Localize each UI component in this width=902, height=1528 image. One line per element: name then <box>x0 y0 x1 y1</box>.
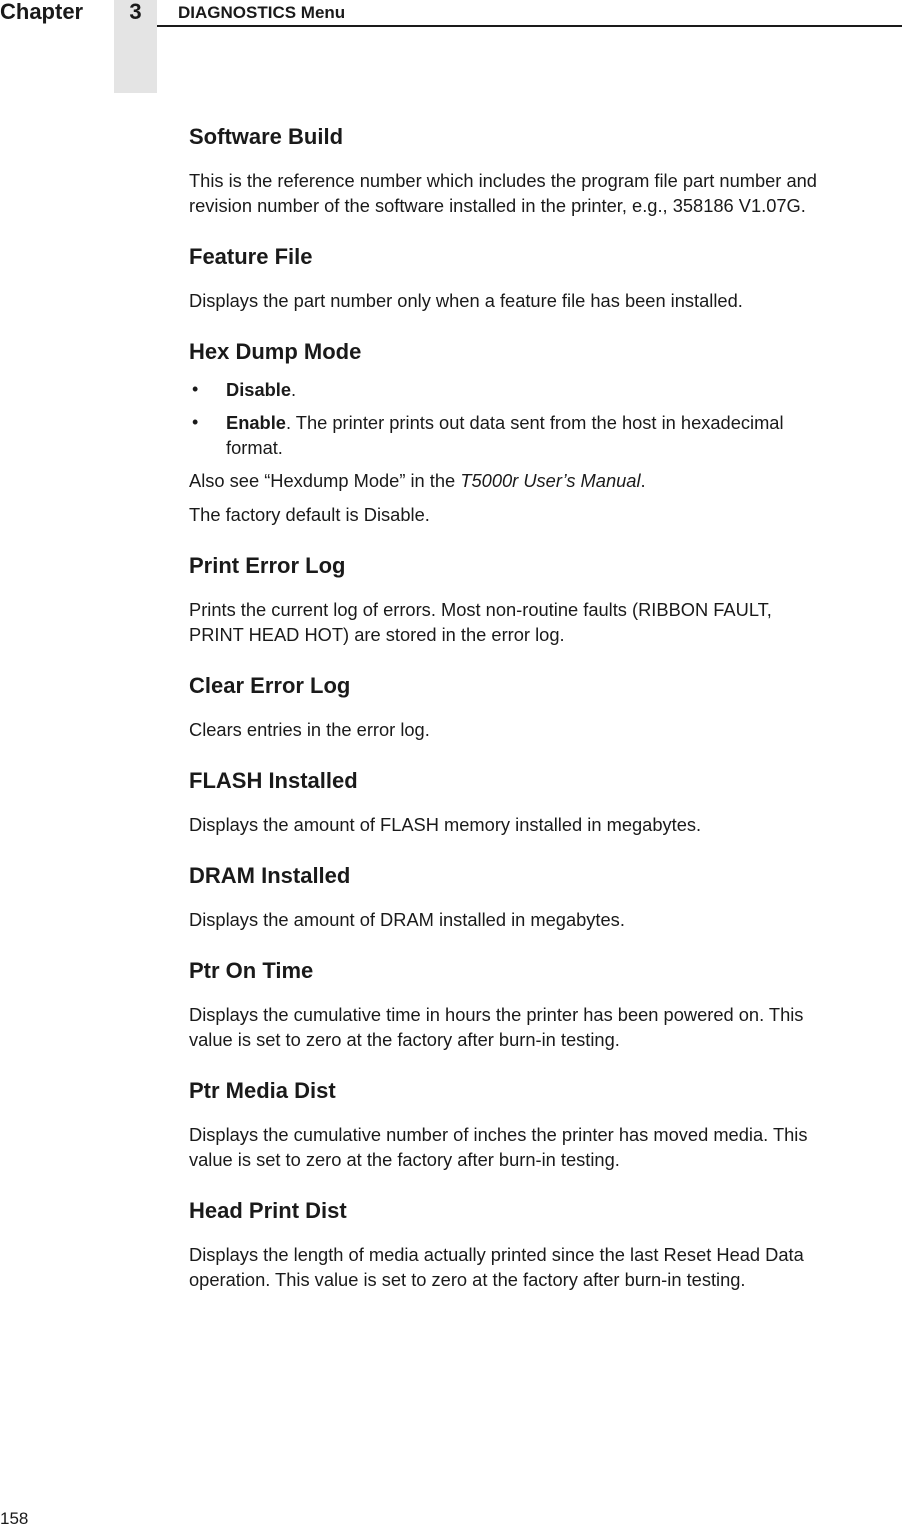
section-heading: DRAM Installed <box>189 863 351 888</box>
running-header-title: DIAGNOSTICS Menu <box>178 3 346 22</box>
section-heading: Software Build <box>189 124 344 149</box>
bullet-list <box>189 377 899 460</box>
section-head-print-dist <box>189 1194 899 1292</box>
text-line: Displays the cumulative time in hours the printer has been powered on. This <box>189 1004 804 1025</box>
bullet-dot-icon: • <box>192 379 199 399</box>
section-text <box>189 1242 899 1292</box>
text-line: Displays the cumulative number of inches the printer has moved media. This <box>189 1124 808 1145</box>
bullet-dot-icon: • <box>192 412 199 432</box>
section-text: Displays the amount of FLASH memory installed in megabytes. <box>189 814 702 835</box>
section-text <box>189 1002 899 1052</box>
section-heading: Feature File <box>189 244 313 269</box>
also-see-suffix: . <box>640 470 646 491</box>
option-label: Enable <box>226 412 286 433</box>
section-text: Displays the amount of DRAM installed in megabytes. <box>189 909 625 930</box>
section-heading: Print Error Log <box>189 553 346 578</box>
section-heading: Hex Dump Mode <box>189 339 362 364</box>
option-text: . <box>291 379 297 400</box>
text-line: value is set to zero at the factory after burn-in testing. <box>189 1029 620 1050</box>
section-hex-dump-mode <box>189 335 899 527</box>
section-text: Displays the part number only when a feature file has been installed. <box>189 290 743 311</box>
default-text: The factory default is Disable. <box>189 504 430 525</box>
header-rule <box>157 25 902 27</box>
section-heading: Ptr On Time <box>189 958 314 983</box>
option-text: format. <box>226 437 283 458</box>
section-heading: Head Print Dist <box>189 1198 347 1223</box>
option-text: . The printer prints out data sent from the host in hexadecimal <box>285 412 784 433</box>
section-heading: Clear Error Log <box>189 673 351 698</box>
section-clear-error-log <box>189 669 899 742</box>
text-line: Displays the length of media actually printed since the last Reset Head Data <box>189 1244 804 1265</box>
chapter-tab <box>114 0 157 93</box>
section-heading: Ptr Media Dist <box>189 1078 336 1103</box>
section-ptr-media-dist <box>189 1074 899 1172</box>
chapter-label: Chapter <box>0 0 84 24</box>
text-line: value is set to zero at the factory after burn-in testing. <box>189 1149 620 1170</box>
list-item <box>189 410 899 460</box>
list-item <box>189 377 899 402</box>
option-label: Disable <box>226 379 292 400</box>
text-line: PRINT HEAD HOT) are stored in the error log. <box>189 624 565 645</box>
section-flash-installed <box>189 764 899 837</box>
section-print-error-log <box>189 549 899 647</box>
text-line: This is the reference number which includes the program file part number and <box>189 170 817 191</box>
section-ptr-on-time <box>189 954 899 1052</box>
text-line: revision number of the software installed in the printer, e.g., 358186 V1.07G. <box>189 195 806 216</box>
text-line: Prints the current log of errors. Most non-routine faults (RIBBON FAULT, <box>189 599 772 620</box>
section-text <box>189 1122 899 1172</box>
section-heading: FLASH Installed <box>189 768 358 793</box>
section-text: Clears entries in the error log. <box>189 719 430 740</box>
page-content <box>189 120 899 1292</box>
also-see-text <box>189 468 899 493</box>
section-feature-file <box>189 240 899 313</box>
section-text <box>189 168 899 218</box>
text-line: operation. This value is set to zero at the factory after burn-in testing. <box>189 1269 746 1290</box>
section-text <box>189 597 899 647</box>
section-software-build <box>189 120 899 218</box>
section-dram-installed <box>189 859 899 932</box>
page-number: 158 <box>0 1509 29 1528</box>
also-see-prefix: Also see “Hexdump Mode” in the <box>189 470 461 491</box>
chapter-number: 3 <box>129 0 142 24</box>
manual-title: T5000r User’s Manual <box>460 470 641 491</box>
